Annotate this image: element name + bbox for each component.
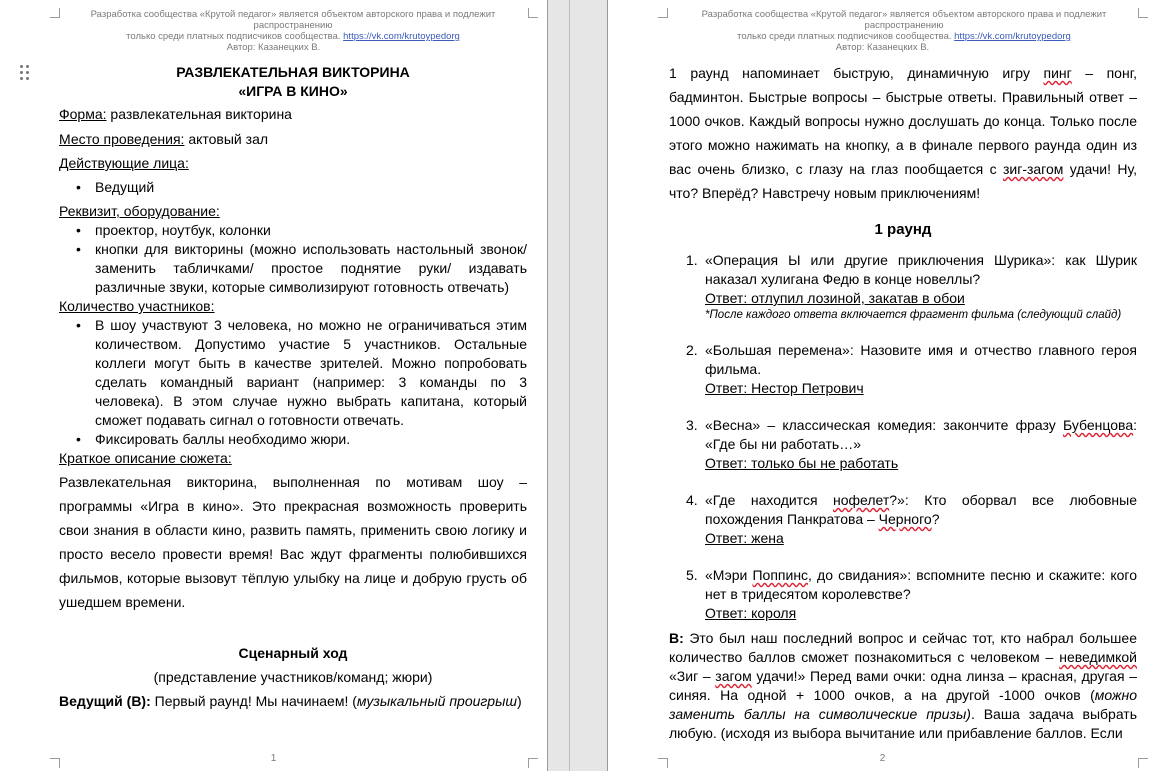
props-heading: Реквизит, оборудование: [59, 203, 220, 219]
answer: Ответ: жена [705, 530, 784, 546]
host-line: Ведущий (В): Первый раунд! Мы начинаем! (музыкальный проигрыш) [59, 693, 522, 709]
answer: Ответ: отлупил лозиной, закатав в обои [705, 290, 965, 306]
scenario-subtitle: (представление участников/команд; жюри) [153, 669, 433, 685]
page-divider [569, 0, 570, 771]
page-gap [549, 0, 607, 771]
author-line: Автор: Казанецких В. [226, 42, 321, 53]
persons-heading: Действующие лица: [59, 155, 189, 171]
count-list [59, 316, 527, 449]
page-number: 2 [879, 753, 886, 764]
place-line: Место проведения: актовый зал [59, 131, 269, 147]
drag-handle-icon[interactable] [20, 65, 32, 83]
author-line: Автор: Казанецких В. [835, 42, 930, 53]
doc-subtitle: «ИГРА В КИНО» [238, 83, 348, 99]
document-page-2 [607, 0, 1157, 771]
note: *После каждого ответа включается фрагмент фильма (следующий слайд) [705, 309, 1122, 321]
question-item: 4. «Где находится нофелет?»: Кто оборвал все любовные похождения Панкратова – Черного? Ответ: жена [686, 492, 1137, 546]
list-item: • кнопки для викторины (можно использовать настольный звонок/ заменить табличками/ простое поднятие руки/ издавать различные звуки, которые символизируют готовность отвечать) [59, 240, 527, 297]
copyright-header [54, 9, 532, 42]
count-heading: Количество участников: [59, 298, 215, 314]
question-item: 2. «Большая перемена»: Назовите имя и отчество главного героя фильма. Ответ: Нестор Петрович [686, 342, 1137, 396]
form-line: Форма: развлекательная викторина [59, 106, 292, 122]
answer: Ответ: короля [705, 605, 797, 621]
round-title: 1 раунд [874, 221, 932, 238]
page1-body [59, 63, 527, 711]
header-line-1: Разработка сообщества «Крутой педагог» является объектом авторского права и подлежит распространению [90, 9, 496, 31]
intro-paragraph: 1 раунд напоминает быструю, динамичную игру пинг – понг, бадминтон. Быстрые вопросы – быстрые ответы. Правильный ответ – 1000 очков. Каждый вопросы нужно дослушать до конца. Только после этого можно нажимать на кнопку, а в финале первого раунда один из вас очень близко, с глазу на глаз пообщается с зиг-загом удачи! Ну, что? Вперёд? Навстречу новым приключениям! [669, 65, 1137, 201]
question-item: 3. «Весна» – классическая комедия: закончите фразу Бубенцова: «Где бы ни работать…» Ответ: только бы не работать [686, 417, 1137, 471]
header-link[interactable]: https://vk.com/krutoypedorg [343, 31, 460, 42]
list-item: • проектор, ноутбук, колонки [59, 221, 527, 240]
header-link[interactable]: https://vk.com/krutoypedorg [954, 31, 1071, 42]
scenario-title: Сценарный ход [238, 645, 348, 661]
plot-heading: Краткое описание сюжета: [59, 450, 232, 466]
questions-list [669, 251, 1137, 623]
page-number: 1 [270, 753, 277, 764]
question-item: 5. «Мэри Поппинс, до свидания»: вспомните песню и скажите: кого нет в тридесятом королевстве? Ответ: короля [686, 567, 1137, 621]
list-item: • Ведущий [59, 178, 527, 197]
header-line-1: Разработка сообщества «Крутой педагог» является объектом авторского права и подлежит распространению [701, 9, 1107, 31]
answer: Ответ: Нестор Петрович [705, 380, 864, 396]
persons-list [59, 178, 527, 197]
list-item: • Фиксировать баллы необходимо жюри. [59, 430, 527, 449]
answer: Ответ: только бы не работать [705, 455, 899, 471]
question-item: 1. «Операция Ы или другие приключения Шурика»: как Шурик наказал хулигана Федю в конце новеллы? Ответ: отлупил лозиной, закатав в обои *После каждого ответа включается фрагмент фильма (следующий слайд) [686, 252, 1137, 321]
final-paragraph: В: Это был наш последний вопрос и сейчас тот, кто набрал большее количество баллов сможет познакомиться с человеком – неведимкой «Зиг – загом удачи!» Перед вами очки: одна линза – красная, другая – синяя. На одной + 1000 очков, а на другой -1000 очков (можно заменить баллы на символические призы). Ваша задача выбрать любую. (исходя из выбора вычитание или прибавление баллов. Если [669, 630, 1138, 741]
document-page-1 [0, 0, 548, 771]
list-item: • В шоу участвуют 3 человека, но можно не ограничиваться этим количеством. Допустимо участие 5 участников. Остальные коллеги могут быть в качестве зрителей. Можно попробовать сделать командный вариант (например: 3 команды по 3 человека). В этом случае нужно выбрать капитана, который сможет подавать сигнал о готовности отвечать. [59, 316, 527, 430]
plot-paragraph: Развлекательная викторина, выполненная по мотивам шоу – программы «Игра в кино». Это прекрасная возможность проверить свои знания в области кино, развить память, применить свою логику и просто весело провести время! Вас ждут фрагменты полюбившихся фильмов, которые вызовут тёплую улыбку на лице и добрую грусть об ушедшем времени. [59, 474, 527, 610]
page2-body [669, 61, 1137, 743]
props-list [59, 221, 527, 297]
doc-title: РАЗВЛЕКАТЕЛЬНАЯ ВИКТОРИНА [176, 64, 410, 80]
copyright-header [664, 9, 1144, 42]
header-line-2: только среди платных подписчиков сообщества. [737, 31, 952, 42]
header-line-2: только среди платных подписчиков сообщества. [126, 31, 341, 42]
